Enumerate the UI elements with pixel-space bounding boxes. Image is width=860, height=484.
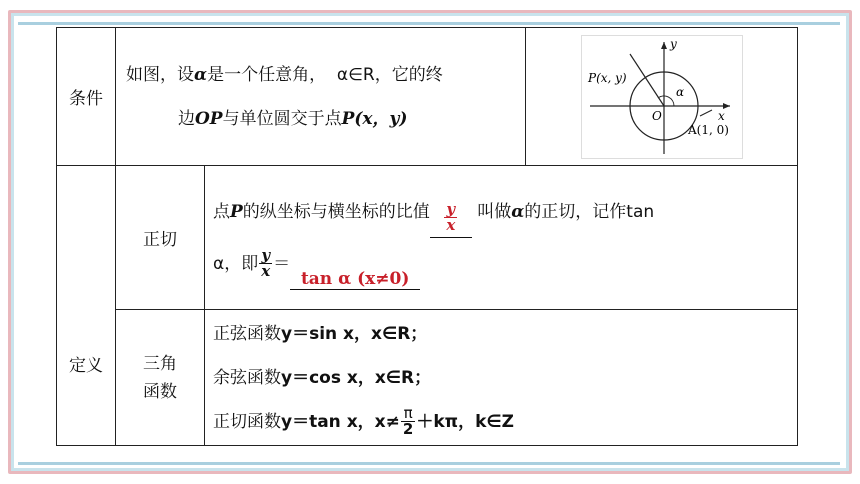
tan-line [213,400,789,444]
point-symbol: P(x，y) [341,108,408,129]
tan-formula-end: ＋kπ，k∈Z [416,411,514,432]
sin-line [213,312,789,356]
frac-numerator: y [259,248,272,264]
cond-text: 如图，设 [126,64,194,85]
answer-tan-alpha: tan α (x≠0) [300,268,410,289]
alpha-label: α [675,84,684,99]
p-label: P(x, y) [587,70,627,85]
equals-sign: ＝ [273,253,291,274]
tangent-text-cell [205,166,798,310]
tan-name: 正切函数 [213,411,281,432]
cond-text: 与单位圆交于点 [222,108,342,129]
condition-row [57,28,798,166]
answer-blank-1 [430,199,472,238]
tan-text: 的正切，记作tan [524,201,655,222]
tan-text: α，即 [213,253,259,274]
cond-text: 是一个任意角， [207,64,327,85]
sin-name: 正弦函数 [213,323,281,344]
x-axis-label: x [717,108,725,123]
trig-label-1: 三角 [143,353,177,374]
terminal-side [630,54,664,106]
cos-line [213,356,789,400]
condition-text-cell [116,28,526,166]
sin-formula: y＝sin x，x∈R； [281,323,428,344]
a-label: A(1, 0) [687,122,729,137]
condition-label: 条件 [57,28,116,166]
p-symbol: P [230,201,243,222]
cond-text: 边 [178,108,195,129]
tangent-label: 正切 [116,166,205,310]
cond-text: α∈R，它的终 [336,64,443,85]
y-over-x-fraction [259,248,272,279]
top-decoration [18,22,840,25]
y-arrow-icon [661,42,667,49]
answer-fraction [444,199,457,234]
trig-label-2: 函数 [143,381,177,402]
unit-circle-figure [581,35,743,159]
answer-denominator: x [446,215,456,234]
condition-line-1 [126,53,515,97]
tan-text: 点 [213,201,230,222]
trig-row [57,310,798,446]
tan-text: 的纵坐标与横坐标的比值 [242,201,430,222]
tangent-line-1 [213,186,789,238]
origin-label: O [651,108,662,123]
tan-text: 叫做 [477,201,512,222]
op-symbol: OP [195,108,223,129]
trig-text-cell [205,310,798,446]
pi-over-2-fraction [401,406,415,437]
cos-name: 余弦函数 [213,367,281,388]
answer-blank-2 [290,270,420,290]
alpha-symbol: α [194,64,208,85]
figure-cell [526,28,798,166]
bottom-decoration [18,462,840,465]
trig-label [116,310,205,446]
two-denominator: 2 [402,420,414,438]
alpha-symbol: α [511,201,525,222]
definition-table [56,27,798,446]
pi-numerator: π [401,406,415,422]
frac-denominator: x [261,262,271,280]
cos-formula: y＝cos x，x∈R； [281,367,432,388]
definition-label: 定义 [57,166,116,446]
a-pointer [700,110,712,116]
tangent-line-2 [213,238,789,290]
tan-formula: y＝tan x，x≠ [281,411,400,432]
tangent-row [57,166,798,310]
condition-line-2 [126,97,515,141]
answer-numerator: y [444,202,457,218]
unit-circle-svg [582,36,742,158]
y-axis-label: y [669,36,677,51]
